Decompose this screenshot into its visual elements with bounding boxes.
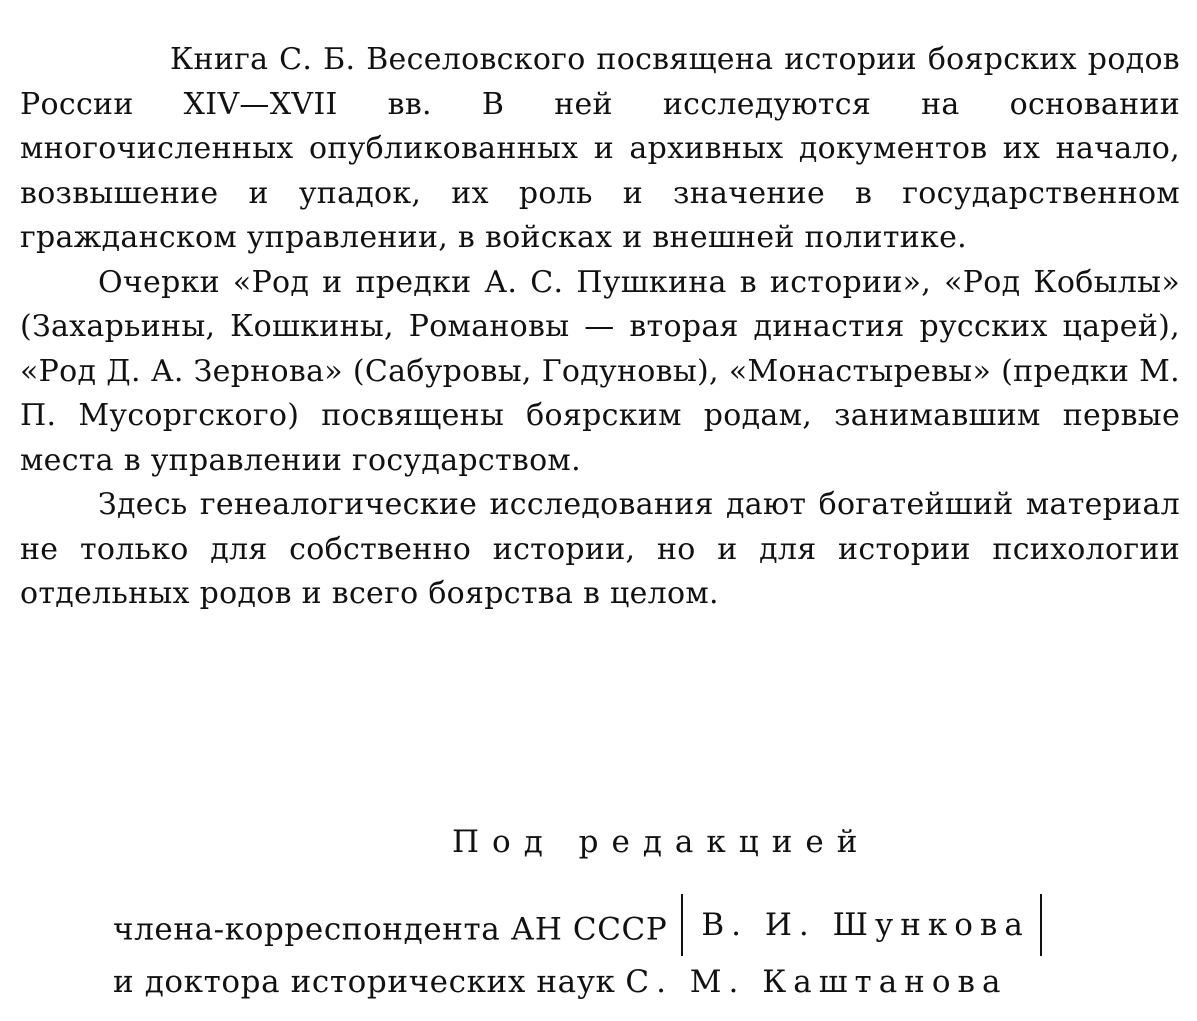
- annotation-paragraph-2: Очерки «Род и предки А. С. Пушкина в истории», «Род Кобылы» (Захарьины, Кошкины, Романовы — вторая династия русских царей), «Род Д. А. Зернова» (Сабуровы, Годуновы), «Монастыревы» (предки М. П. Мусоргского) посвящены боярским родам, занимавшим первые места в управлении государством.: [20, 264, 1180, 478]
- book-annotation: [20, 38, 1180, 617]
- editor-line-1: [113, 900, 1042, 962]
- editor-1-name: В. И. Шункова: [681, 894, 1041, 956]
- editorial-credits: [0, 820, 1197, 1020]
- editor-line-2: [113, 964, 1007, 1000]
- annotation-paragraph-3: Здесь генеалогические исследования дают богатейший материал не только для собственно истории, но и для истории психологии отдельных родов и всего боярства в целом.: [20, 487, 1180, 611]
- editorial-heading: Под редакцией: [452, 824, 871, 860]
- editor-2-name: С. М. Каштанова: [625, 964, 1008, 1000]
- annotation-paragraph-1: Книга С. Б. Веселовского посвящена истории боярских родов России XIV—XVII вв. В ней исследуются на основании многочисленных опубликованных и архивных документов их начало, возвышение и упадок, их роль и значение в государственном гражданском управлении, в войсках и внешней политике.: [20, 42, 1180, 255]
- editor-2-title: и доктора исторических наук: [113, 964, 616, 1000]
- editor-1-title: члена-корреспондента АН СССР: [113, 911, 668, 948]
